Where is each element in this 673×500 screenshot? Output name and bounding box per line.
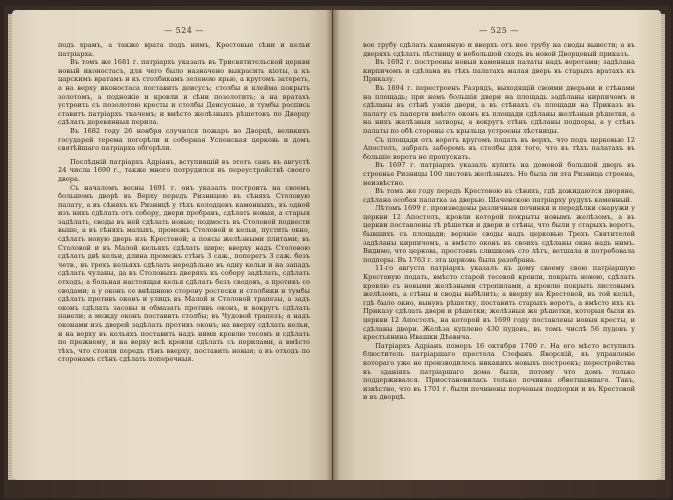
paragraph: Въ 1692 г. построены новыя каменныя палаты надъ воротами; задѣлана кирпичомъ и сдѣлана въ тѣхъ палатахъ малая дверь въ старыхъ вратахъ къ Приказу.: [363, 58, 635, 84]
book-gutter: [326, 10, 340, 480]
left-page-text: [58, 41, 310, 364]
paragraph: Съ площади отъ воротъ кругомъ подать въ верхъ, что подъ церковью 12 Апостолъ, забрать заборомъ въ столбы для того, что въ тѣхъ палатахъ въ большіе ворота не пропускать.: [363, 135, 635, 161]
paragraph: Въ томъ же году передъ Крестовою въ сѣняхъ, гдѣ дожидаются дворяне, сдѣлана особая палатка за дверью. Шаченскою патріарху рудухъ каменный.: [363, 187, 635, 204]
paragraph: Въ 1697 г. патріархъ указалъ купить на домовой большой дворъ въ строенье Ризницы 100 листовъ желѣзныхъ. Но была ли эта Ризница строена, неизвѣстно.: [363, 161, 635, 187]
right-page-text: [363, 41, 635, 402]
paragraph: Съ началомъ весны 1691 г. онъ указалъ построить на своемъ большомъ дворѣ въ Верху передъ Ризницею въ сѣняхъ Столовую палату, а въ сѣняхъ къ Ризницѣ у тѣхъ колодцевъ каменныхъ, въ одной изъ нихъ сдѣлать отъ собору, двери пробравъ, сдѣлать новыя, а старыя задѣлать, своды въ ней сдѣлать новые; подмость въ Столовой подвести выше, а въ сѣняхъ малыхъ, промежъ Столовой и кельи, пустить окно, сдѣлать новую дверь изъ Крестовой; а поясы желѣзными плитами; въ Столовой и въ Малой кельяхъ сдѣлать шире; вверху надъ Столовою сдѣлать двѣ кельи, длина промежъ стѣнъ 3 саж., поперегъ 3 саж. безъ четв., въ трехъ кельяхъ сдѣлать нередѣльно въ одну кельи и на западъ сдѣлать чуланы, да въ Столовыхъ дверяхъ къ собору задѣлать, сдѣлать отходъ; а больная настоящая келья сдѣлать безъ сводовъ, а противъ со сводами; а у оконъ со внѣшнюю сторону ростески и столбики и тумбы сдѣлать противъ оконъ и улицъ въ Малой и Столовой трапезы, а задъ оконъ сдѣлать засовы и обмазать противъ оконъ, и вокругъ сдѣлать панели; а между оконъ поставить столбы; въ Чудовой трапезъ; а надъ оконами изъ дверей задѣлать противъ оконъ; на вверху сдѣлать кельи, и на верху въ кельяхъ поставить надъ ними кровлю тесомъ и сдѣлать по прежнему, и на верху всѣ кровли сдѣлать съ перилами, а вмѣсто тѣхъ, что стояли передъ тѣмъ вверху, поставить новыя; а въ отходъ по сторонамъ стѣнъ сдѣлать поперечныя.: [58, 183, 310, 364]
right-page-number: — 525 —: [479, 26, 519, 35]
paragraph: Въ 1694 г. перестроенъ Разрядъ, выходящій своими дверьми и стѣнами на площадь; при немъ большія двери на площадь задѣланы кирпичомъ и сдѣланы въ стѣнѣ узкія двери, а въ стѣнахъ съ площади на Приказъ въ палату съ паперти вмѣсто оконъ къ площади сдѣланы желѣзныя рѣшетки, а на нихъ желѣзныя затворы, а вокругъ стѣнъ сдѣланы подпоры, а у стѣнъ палаты по обѣ стороны съ крыльца устроены лѣстницы.: [363, 83, 635, 135]
paragraph: подъ храмъ, а также врата подъ нимъ, Крестовые сѣни и кельи патріарха.: [58, 41, 310, 58]
left-page: [12, 10, 332, 480]
right-page: [333, 10, 661, 480]
paragraph: Послѣдній патріархъ Адріанъ, вступившій въ этотъ санъ въ августѣ 24 числа 1690 г., также много потрудился въ переустройствѣ своего двора.: [58, 157, 310, 183]
paragraph: Лѣтомъ 1699 г. произведены различныя починки и передѣлки снаружи у церкви 12 Апостолъ, кровли которой покрыты новымъ желѣзомъ, а въ церкви поставлены тѣ рѣшетки и двери и стѣны, что были у старыхъ воротъ, бывшихъ съ площади; верхніе своды надъ церковью Трехъ Святителей задѣланы кирпичомъ, а вмѣсто оконъ въ своихъ сдѣланы окна надъ нимъ. Видимо, что церковь, простоявъ слишкомъ сто лѣтъ, ветшала и потребовала подпоры. Въ 1763 г. эта церковь была разобрана.: [363, 204, 635, 264]
paragraph: Въ томъ же 1681 г. патріархъ указалъ въ Трисвятительской церкви новый иконостасъ, для чего было назначено выкрасить кіоты, а къ царскимъ вратамъ и къ столбикамъ зеленою ярью, а кругомъ затереть, а на верху иконостаса поставить деисусъ; столбы и клейма покрыть золотомъ, а подножіе и кровли и сѣни позолотить; а на вратахъ устроить съ позолотою кресты и столбы Деисусные, и тумбы роспись ставитъ патріархъ ткачемъ; и вмѣсто желѣзныхъ рѣшетокъ по Дворцу сдѣлать деревянныя перила.: [58, 58, 310, 127]
paragraph: вое трубу сдѣлать каменную и вверхъ отъ нее трубу на своды вывести; а въ дверяхъ сдѣлать лѣстницу и небольшой сходъ въ новой Дворцовый приказъ.: [363, 41, 635, 58]
paragraph: Патріархъ Адріанъ померъ 16 октября 1700 г. На его мѣсто вступилъ блюститель патріаршаго престола Стефанъ Яворскій, въ управленіе котораго уже не производилось никакихъ новыхъ построекъ; перестройства въ зданіяхъ патріаршаго дома были, потому что домъ только поддерживался. Приостановилась только починка обветшавшаго. Такъ, извѣстно, что въ 1701 г. были починены порченыя подпорки и въ Крестовой и въ дворцѣ.: [363, 341, 635, 402]
paragraph: Въ 1682 году 26 ноября случился пожаръ во Дворцѣ, великихъ государей терема погорѣли и соборная Успенская церковь и домъ святѣйшаго патріарха обгорѣли.: [58, 126, 310, 153]
left-page-number: — 524 —: [164, 26, 204, 35]
paragraph: 11-го августа патріархъ указалъ къ дому своему свою патріаршую Крестовую подать, вмѣсто старой тесовой кровли, покрыть новою, сдѣлать кровлю съ новыми желѣзными стропилами, а кровлю покрыть листовымъ желѣзомъ, а стѣны и своды выбѣлить; а вверху на Крестовой, въ той кельѣ, гдѣ было окно, вынувъ рѣшетку, поставить старыхъ воротъ, а вмѣсто ихъ къ Приказу сдѣлать двери и рѣшетки; желѣзныя же рѣшетки, которыя были въ церкви 12 Апостолъ, на которой въ 1699 году поставлены новыя кресты, и сдѣланы двери. Желѣза куплено 430 пудовъ, въ томъ числѣ 56 пудовъ у крестьянина Ивашки Дѣевича.: [363, 264, 635, 342]
